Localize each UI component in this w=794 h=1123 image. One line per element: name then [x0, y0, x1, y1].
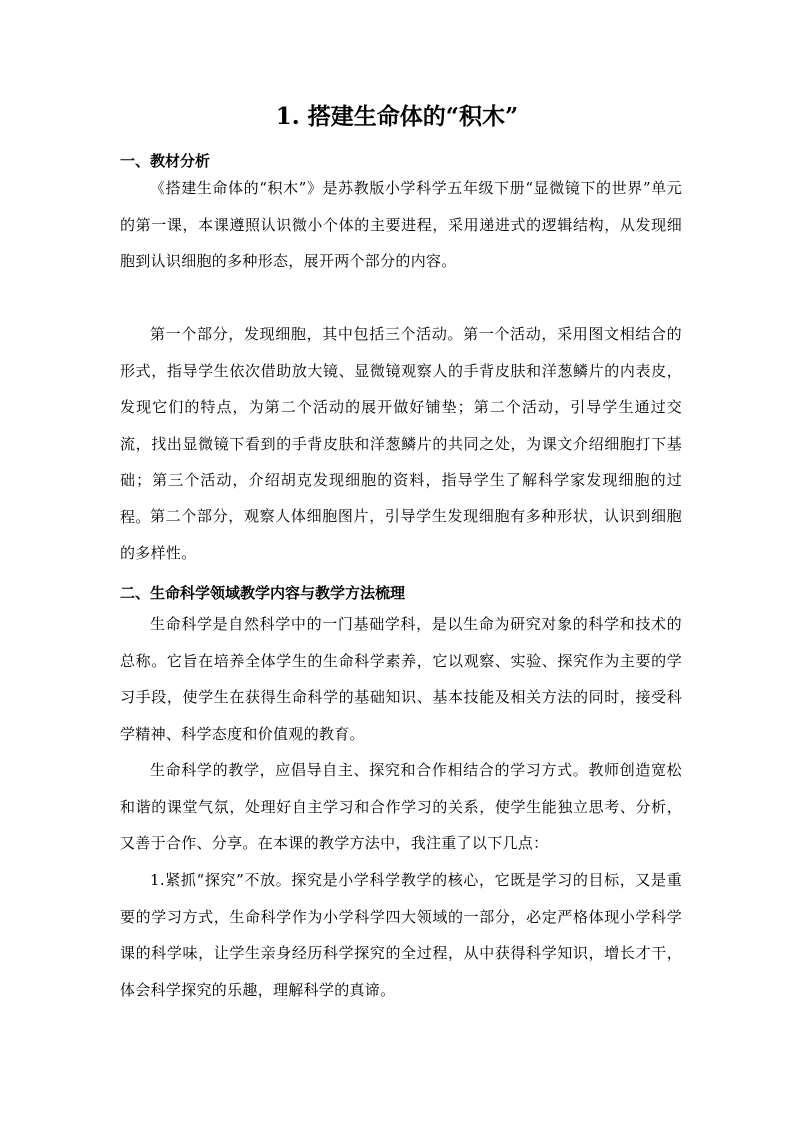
- document-title: 1. 搭建生命体的“积木”: [275, 103, 519, 130]
- paragraph-point-one: 1.紧抓“探究”不放。探究是小学科学教学的核心，它既是学习的目标，又是重要的学习方式，生命科学作为小学科学四大领域的一部分，必定严格体现小学科学课的科学味，让学生亲身经历科学探究的全过程，从中获得科学知识，增长才干，体会科学探究的乐趣，理解科学的真谛。: [120, 871, 682, 999]
- paragraph-teaching: 生命科学的教学，应倡导自主、探究和合作相结合的学习方式。教师创造宽松和谐的课堂气氛，处理好自主学习和合作学习的关系，使学生能独立思考、分析，又善于合作、分享。在本课的教学方法中，我注重了以下几点：: [120, 761, 682, 852]
- paragraph-overview: 《搭建生命体的“积木”》是苏教版小学科学五年级下册“显微镜下的世界”单元的第一课，本课遵照认识微小个体的主要进程，采用递进式的逻辑结构，从发现细胞到认识细胞的多种形态，展开两个部分的内容。: [120, 179, 682, 270]
- section-heading-analysis: 一、教材分析: [120, 152, 211, 170]
- section-heading-methods: 二、生命科学领域教学内容与教学方法梳理: [120, 584, 406, 602]
- paragraph-part-one: 第一个部分，发现细胞，其中包括三个活动。第一个活动，采用图文相结合的形式，指导学生依次借助放大镜、显微镜观察人的手背皮肤和洋葱鳞片的内表皮，发现它们的特点，为第二个活动的展开做好铺垫；第二个活动，引导学生通过交流，找出显微镜下看到的手背皮肤和洋葱鳞片的共同之处，为课文介绍细胞打下基础；第三个活动，介绍胡克发现细胞的资料，指导学生了解科学家发现细胞的过程。: [120, 325, 682, 526]
- paragraph-life-science: 生命科学是自然科学中的一门基础学科，是以生命为研究对象的科学和技术的总称。它旨在培养全体学生的生命科学素养，它以观察、实验、探究作为主要的学习手段，使学生在获得生命科学的基础知识、基本技能及相关方法的同时，接受科学精神、科学态度和价值观的教育。: [120, 615, 682, 743]
- paragraph-part-two: 第二个部分，观察人体细胞图片，引导学生发现细胞有多种形状，认识到细胞的多样性。: [120, 507, 682, 562]
